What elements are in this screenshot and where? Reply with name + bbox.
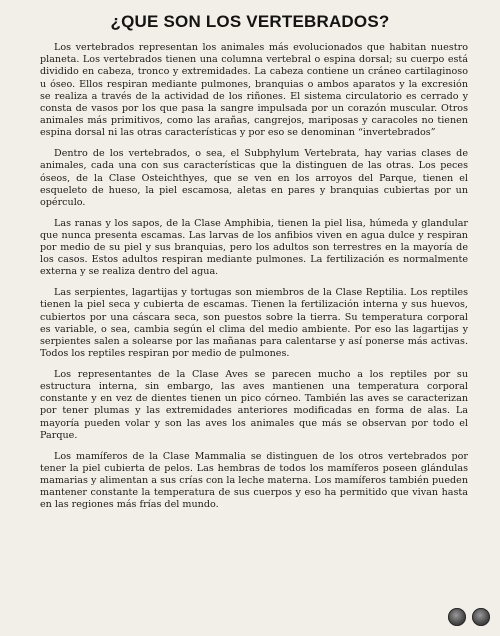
paragraph-reptiles: Las serpientes, lagartijas y tortugas son miembros de la Clase Reptilia. Los reptiles tienen la piel seca y cubierta de escamas. Tienen la fertilización interna y sus huevos, cubiertos por una cáscara seca, son puestos sobre la tierra. Su temperatura corporal es variable, o sea, cambia según el clima del medio ambiente. Por eso las lagartijas y serpientes salen a solearse por las mañanas para calentarse y así ponerse más activas. Todos los reptiles respiran por medio de pulmones. xyxy=(40,287,468,360)
paragraph-amphibians: Las ranas y los sapos, de la Clase Amphibia, tienen la piel lisa, húmeda y glandular que nunca presenta escamas. Las larvas de los anfibios viven en agua dulce y respiran por medio de su piel y sus branquias, pero los adultos son terrestres en la mayoría de los casos. Estos adultos respiran mediante pulmones. La fertilización es normalmente externa y se realiza dentro del agua. xyxy=(40,217,468,278)
corner-dot-right xyxy=(472,608,490,626)
body-text xyxy=(40,42,468,520)
corner-dot-left xyxy=(448,608,466,626)
paragraph-fish: Dentro de los vertebrados, o sea, el Subphylum Vertebrata, hay varias clases de animales, cada una con sus características que la distinguen de las otras. Los peces óseos, de la Clase Osteichthyes, que se ven en los arroyos del Parque, tienen el esqueleto de hueso, la piel escamosa, aletas en pares y branquias cubiertas por un opérculo. xyxy=(40,148,468,208)
corner-dots xyxy=(448,608,490,626)
paragraph-birds: Los representantes de la Clase Aves se parecen mucho a los reptiles por su estructura interna, sin embargo, las aves mantienen una temperatura corporal constante y en vez de dientes tienen un pico córneo. También las aves se caracterizan por tener plumas y las extremidades anteriores modificadas en forma de alas. La mayoría pueden volar y son las aves los animales que más se observan por todo el Parque. xyxy=(40,368,468,441)
page-title: ¿QUE SON LOS VERTEBRADOS? xyxy=(110,12,390,31)
paragraph-mammals: Los mamíferos de la Clase Mammalia se distinguen de los otros vertebrados por tener la piel cubierta de pelos. Las hembras de todos los mamíferos poseen glándulas mamarias y alimentan a sus crías con la leche materna. Los mamíferos también pueden mantener constante la temperatura de sus cuerpos y eso ha permitido que vivan hasta en las regiones más frías del mundo. xyxy=(40,450,468,511)
paragraph-intro: Los vertebrados representan los animales más evolucionados que habitan nuestro planeta. Los vertebrados tienen una columna vertebral o espina dorsal; su cuerpo está dividido en cabeza, tronco y extremidades. La cabeza contiene un cráneo cartilaginoso u óseo. Ellos respiran mediante pulmones, branquias o ambos aparatos y la excresión se realiza a través de la actividad de los riñones. El sistema circulatorio es cerrado y consta de vasos por los que pasa la sangre impulsada por un corazón muscular. Otros animales más primitivos, como las arañas, cangrejos, mariposas y caracoles no tienen espina dorsal ni las otras características y por eso se denominan “invertebrados” xyxy=(40,42,468,139)
